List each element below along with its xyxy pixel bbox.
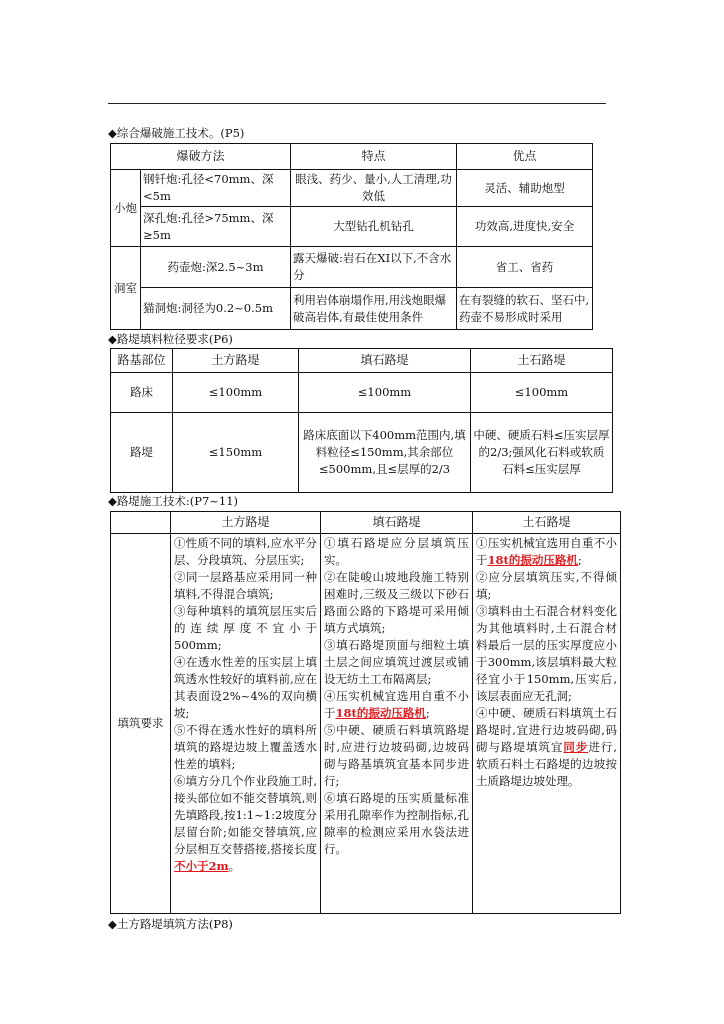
method-cell: 深孔炮:孔径>75mm、深≥5m (141, 207, 291, 247)
advantage-cell: 灵活、辅助炮型 (457, 170, 593, 207)
construction-table (110, 511, 621, 914)
top-rule (108, 103, 606, 104)
header-rock: 填石路堤 (299, 349, 471, 373)
method-cell: 猫洞炮:洞径为0.2~0.5m (141, 288, 291, 330)
req-item: ⑤不得在透水性好的填料所填筑的路堤边坡上覆盖透水性差的填料; (174, 723, 317, 771)
section-title-earth-method: ◆土方路堤填筑方法(P8) (108, 917, 233, 931)
advantage-cell: 在有裂缝的软石、坚石中,药壶不易形成时采用 (457, 288, 593, 330)
req-item: ④压实机械宜选用自重不小于18t的振动压路机; (324, 689, 469, 720)
method-cell: 药壶炮:深2.5~3m (141, 247, 291, 288)
fill-size-table (110, 348, 613, 493)
header-rock: 填石路堤 (321, 512, 473, 534)
req-item: ②同一层路基应采用同一种填料,不得混合填筑; (174, 570, 317, 601)
row-label-requirements: 填筑要求 (111, 534, 171, 914)
req-item: ③填石路堤顶面与细粒土填土层之间应填筑过渡层或铺设无纺土工布隔离层; (324, 638, 469, 686)
feature-cell: 眼浅、药少、量小,人工清理,功效低 (291, 170, 457, 207)
req-item: ③每种填料的填筑层压实后的连续厚度不宜小于500mm; (174, 604, 317, 652)
req-item: ⑥填方分几个作业段施工时,接头部位如不能交替填筑,则先填路段,按1:1~1:2坡度分层留台阶;如能交替填筑,应分层相互交替搭接,搭接长度不小于2m。 (174, 774, 317, 873)
header-advantage: 优点 (457, 144, 593, 170)
header-mixed: 土石路堤 (471, 349, 613, 373)
earth-requirements (171, 534, 321, 914)
section-title-blasting: ◆综合爆破施工技术。(P5) (108, 126, 245, 140)
mixed-requirements (473, 534, 621, 914)
mixed-cell: ≤100mm (471, 373, 613, 413)
header-mixed: 土石路堤 (473, 512, 621, 534)
highlight-text: 不小于2m (174, 859, 229, 873)
header-method: 爆破方法 (111, 144, 291, 170)
req-item: ②在陡峻山坡地段施工特别困难时,三级及三级以下砂石路面公路的下路堤可采用倾填方式填筑; (324, 570, 469, 635)
method-cell: 钢钎炮:孔径<70mm、深<5m (141, 170, 291, 207)
blasting-table (110, 143, 593, 330)
header-earth: 土方路堤 (171, 512, 321, 534)
rock-requirements (321, 534, 473, 914)
highlight-text: 18t的振动压路机 (335, 706, 426, 720)
earth-cell: ≤100mm (173, 373, 299, 413)
header-earth: 土方路堤 (173, 349, 299, 373)
header-blank (111, 512, 171, 534)
feature-cell: 大型钻孔机钻孔 (291, 207, 457, 247)
req-item: ①填石路堤应分层填筑压实。 (324, 536, 469, 567)
req-item: ①性质不同的填料,应水平分层、分段填筑、分层压实; (174, 536, 317, 567)
advantage-cell: 省工、省药 (457, 247, 593, 288)
highlight-text: 同步 (563, 740, 589, 754)
advantage-cell: 功效高,进度快,安全 (457, 207, 593, 247)
header-feature: 特点 (291, 144, 457, 170)
req-item: ①压实机械宜选用自重不小于18t的振动压路机; (476, 536, 617, 567)
header-part: 路基部位 (111, 349, 173, 373)
req-item: ⑥填石路堤的压实质量标准采用孔隙率作为控制指标,孔隙率的检测应采用水袋法进行。 (324, 791, 469, 856)
earth-cell: ≤150mm (173, 413, 299, 493)
rock-cell: 路床底面以下400mm范围内,填料粒径≤150mm,其余部位≤500mm,且≤层厚的2/3 (299, 413, 471, 493)
part-cell: 路床 (111, 373, 173, 413)
group-small-blast: 小炮 (111, 170, 141, 247)
section-title-fill-size: ◆路堤填料粒径要求(P6) (108, 332, 233, 346)
part-cell: 路堤 (111, 413, 173, 493)
req-item: ④在透水性差的压实层上填筑透水性较好的填料前,应在其表面设2%~4%的双向横坡; (174, 655, 317, 720)
req-item: ③填料由土石混合材料变化为其他填料时,土石混合材料最后一层的压实厚度应小于300mm,该层填料最大粒径宜小于150mm,压实后,该层表面应无孔洞; (476, 604, 617, 703)
group-chamber-blast: 洞室 (111, 247, 141, 330)
rock-cell: ≤100mm (299, 373, 471, 413)
req-item: ④中硬、硬质石料填筑土石路堤时,宜进行边坡码砌,码砌与路堤填筑宜同步进行,软质石料土石路堤的边坡按土质路堤边坡处理。 (476, 706, 618, 788)
feature-cell: 利用岩体崩塌作用,用浅炮眼爆破高岩体,有最佳使用条件 (291, 288, 457, 330)
req-item: ②应分层填筑压实,不得倾填; (476, 570, 617, 601)
highlight-text: 18t的振动压路机 (487, 553, 578, 567)
mixed-cell: 中硬、硬质石料≤压实层厚的2/3;强风化石料或软质石料≤压实层厚 (471, 413, 613, 493)
section-title-construction: ◆路堤施工技术:(P7~11) (108, 494, 239, 508)
req-item: ⑤中硬、硬质石料填筑路堤时,应进行边坡码砌,边坡码砌与路基填筑宜基本同步进行; (324, 723, 469, 788)
feature-cell: 露天爆破:岩石在XI以下,不含水分 (291, 247, 457, 288)
